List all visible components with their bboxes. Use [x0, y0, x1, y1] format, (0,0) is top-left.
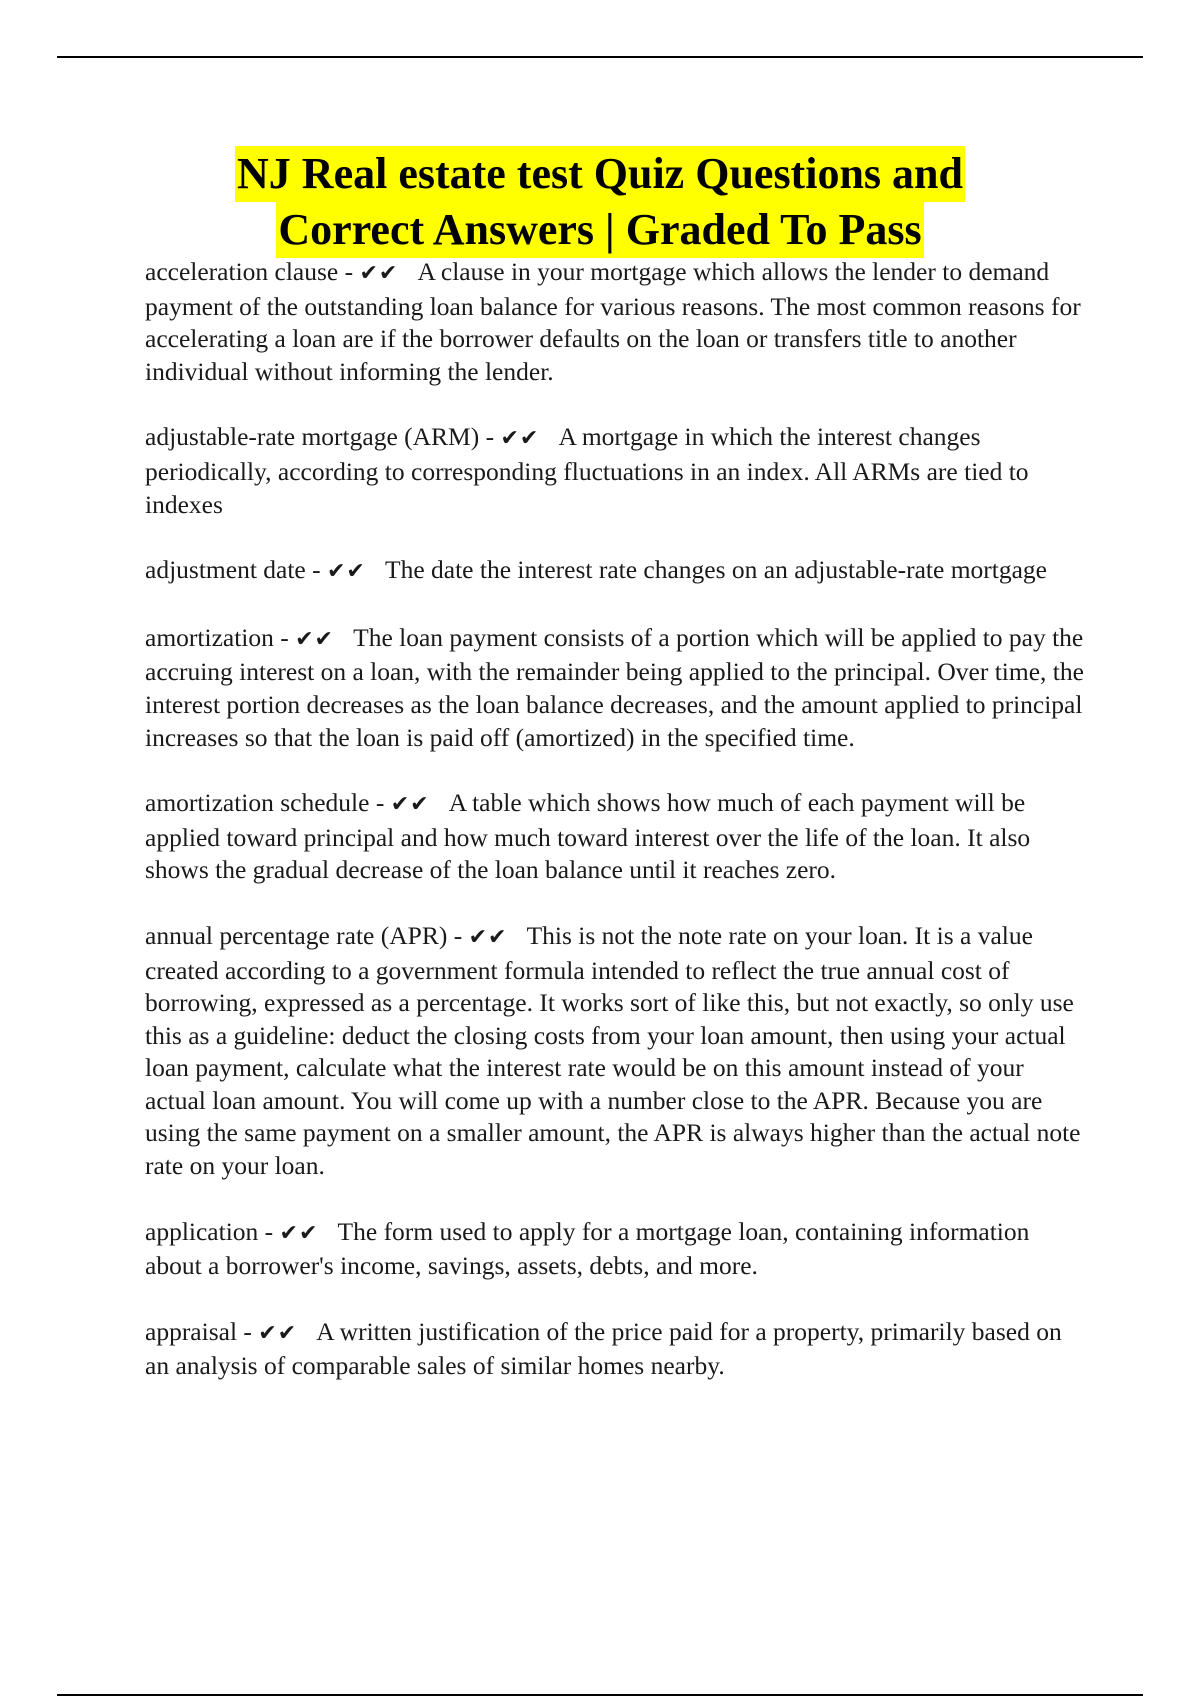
double-check-icon: ✔✔	[500, 426, 540, 452]
double-check-icon: ✔✔	[295, 626, 334, 652]
glossary-entry	[145, 1216, 1090, 1283]
double-check-icon: ✔✔	[468, 924, 508, 950]
title-line-1: NJ Real estate test Quiz Questions and	[235, 146, 965, 202]
entry-separator: -	[338, 257, 360, 286]
entry-definition: A written justification of the price paid for a property, primarily based on an analysis of comparable sales of similar homes nearby.	[145, 1316, 1062, 1381]
document-title	[60, 146, 1140, 258]
entry-separator: -	[305, 555, 327, 585]
glossary-entry	[145, 622, 1090, 754]
entry-definition: A clause in your mortgage which allows the lender to demand payment of the outstanding loan balance for various reasons. The most common reasons for accelerating a loan are if the borrower defaults on the loan or transfers title to another individual without informing the lender.	[145, 257, 1081, 386]
double-check-icon: ✔✔	[359, 261, 399, 286]
title-line-2: Correct Answers | Graded To Pass	[276, 202, 923, 258]
entry-separator: -	[237, 1316, 259, 1346]
double-check-icon: ✔✔	[327, 559, 366, 585]
entry-term: adjustable-rate mortgage (ARM)	[145, 422, 480, 452]
entry-definition: A table which shows how much of each payment will be applied toward principal and how much toward interest over the life of the loan. It also shows the gradual decrease of the loan balance until it reaches zero.	[145, 788, 1031, 885]
entry-separator: -	[369, 788, 391, 818]
entry-term: amortization schedule	[145, 788, 370, 818]
entry-term: application	[145, 1216, 259, 1246]
entry-definition: This is not the note rate on your loan. It is a value created according to a government formula intended to reflect the true annual cost of borrowing, expressed as a percentage. It works sort of like this, but not exactly, so only use this as a guideline: deduct the closing costs from your loan amount, then using your actual loan payment, calculate what the interest rate would be on this amount instead of your actual loan amount. You will come up with a number close to the APR. Because you are using the same payment on a smaller amount, the APR is always higher than the actual note rate on your loan.	[145, 920, 1081, 1181]
entry-separator: -	[479, 422, 501, 452]
double-check-icon: ✔✔	[390, 792, 430, 818]
double-check-icon: ✔✔	[279, 1220, 319, 1246]
entry-definition: The date the interest rate changes on an adjustable-rate mortgage	[385, 555, 1047, 585]
glossary-entry	[145, 787, 1090, 887]
entry-term: adjustment date	[145, 555, 306, 585]
entry-definition: The form used to apply for a mortgage loan, containing information about a borrower's income, savings, assets, debts, and more.	[145, 1216, 1030, 1281]
top-rule	[57, 56, 1143, 58]
entry-separator: -	[447, 920, 469, 950]
glossary-entry	[145, 256, 1090, 388]
glossary-entry	[145, 421, 1090, 521]
glossary-entry	[145, 1316, 1090, 1383]
bottom-rule	[57, 1694, 1143, 1696]
entry-term: acceleration clause	[145, 257, 339, 286]
entry-term: amortization	[145, 622, 274, 652]
glossary-entry	[145, 920, 1090, 1183]
entry-definition: The loan payment consists of a portion which will be applied to pay the accruing interest on a loan, with the remainder being applied to the principal. Over time, the interest portion decreases as the loan balance decreases, and the amount applied to principal increases so that the loan is paid off (amortized) in the specified time.	[145, 622, 1084, 752]
entry-term: annual percentage rate (APR)	[145, 920, 448, 950]
entry-term: appraisal	[145, 1316, 238, 1346]
entry-definition: A mortgage in which the interest changes periodically, according to corresponding fluctuations in an index. All ARMs are tied to indexes	[145, 422, 1029, 519]
glossary-entry	[145, 554, 1090, 589]
entry-separator: -	[273, 622, 296, 652]
double-check-icon: ✔✔	[258, 1320, 298, 1346]
entry-separator: -	[258, 1216, 280, 1246]
glossary-entries	[145, 256, 1090, 1416]
